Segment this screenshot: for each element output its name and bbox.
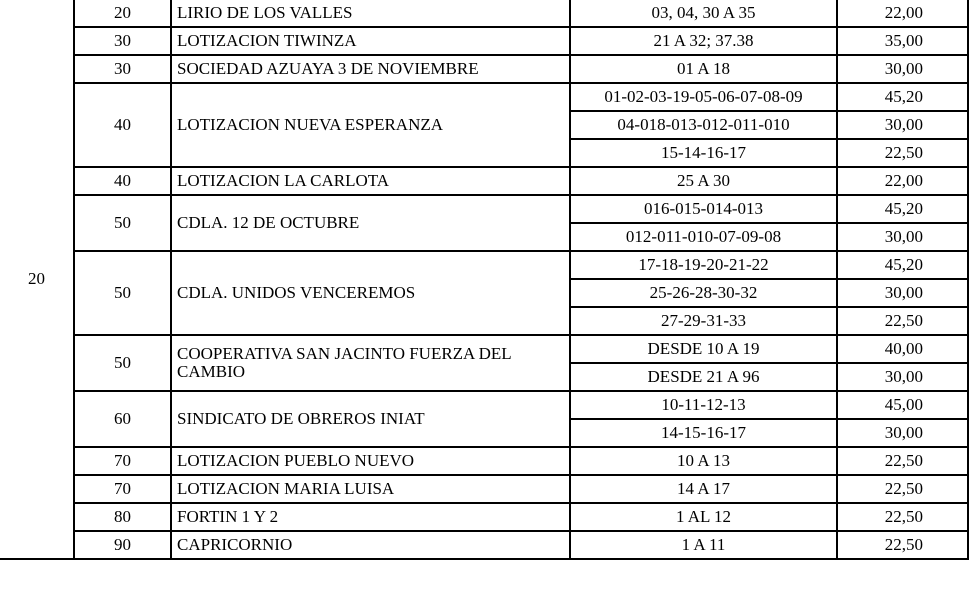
code-cell: 50 [74,195,171,251]
value-cell: 30,00 [837,223,968,251]
name-cell: LOTIZACION LA CARLOTA [171,167,570,195]
zone-cell: 20 [0,0,74,559]
table-row [0,55,968,83]
name-cell: LIRIO DE LOS VALLES [171,0,570,27]
value-cell: 22,50 [837,503,968,531]
table-row [0,391,968,419]
lot-range-cell: 14-15-16-17 [570,419,837,447]
lot-range-cell: 21 A 32; 37.38 [570,27,837,55]
code-cell: 40 [74,167,171,195]
table-row [0,27,968,55]
value-cell: 22,50 [837,447,968,475]
code-cell: 60 [74,391,171,447]
code-cell: 50 [74,251,171,335]
lot-range-cell: 1 A 11 [570,531,837,559]
table-row [0,503,968,531]
name-cell: CAPRICORNIO [171,531,570,559]
value-cell: 45,20 [837,195,968,223]
lot-range-cell: 25 A 30 [570,167,837,195]
value-cell: 40,00 [837,335,968,363]
value-cell: 35,00 [837,27,968,55]
value-cell: 45,20 [837,251,968,279]
code-cell: 50 [74,335,171,391]
code-cell: 20 [74,0,171,27]
lot-range-cell: 04-018-013-012-011-010 [570,111,837,139]
lot-range-cell: 14 A 17 [570,475,837,503]
table-row [0,475,968,503]
code-cell: 90 [74,531,171,559]
lot-range-cell: 25-26-28-30-32 [570,279,837,307]
table-row [0,83,968,111]
name-cell: SOCIEDAD AZUAYA 3 DE NOVIEMBRE [171,55,570,83]
value-cell: 30,00 [837,111,968,139]
code-cell: 70 [74,447,171,475]
table-row [0,447,968,475]
value-cell: 22,50 [837,531,968,559]
name-cell: LOTIZACION PUEBLO NUEVO [171,447,570,475]
value-cell: 22,00 [837,167,968,195]
lot-range-cell: 10-11-12-13 [570,391,837,419]
value-cell: 22,50 [837,475,968,503]
table-row [0,531,968,559]
name-cell: COOPERATIVA SAN JACINTO FUERZA DEL CAMBIO [171,335,570,391]
lot-range-cell: 016-015-014-013 [570,195,837,223]
name-cell: LOTIZACION TIWINZA [171,27,570,55]
code-cell: 30 [74,27,171,55]
table-row [0,335,968,363]
value-cell: 30,00 [837,55,968,83]
lot-range-cell: 012-011-010-07-09-08 [570,223,837,251]
name-cell: FORTIN 1 Y 2 [171,503,570,531]
lot-range-cell: 01 A 18 [570,55,837,83]
table-row [0,167,968,195]
value-cell: 22,50 [837,139,968,167]
value-cell: 30,00 [837,279,968,307]
value-cell: 45,20 [837,83,968,111]
table-row [0,251,968,279]
lot-range-cell: 10 A 13 [570,447,837,475]
table-row [0,195,968,223]
name-cell: CDLA. UNIDOS VENCEREMOS [171,251,570,335]
code-cell: 80 [74,503,171,531]
lot-range-cell: 03, 04, 30 A 35 [570,0,837,27]
lot-range-cell: 1 AL 12 [570,503,837,531]
code-cell: 30 [74,55,171,83]
name-cell: LOTIZACION NUEVA ESPERANZA [171,83,570,167]
name-cell: CDLA. 12 DE OCTUBRE [171,195,570,251]
value-cell: 30,00 [837,419,968,447]
value-cell: 22,00 [837,0,968,27]
code-cell: 70 [74,475,171,503]
lot-range-cell: 01-02-03-19-05-06-07-08-09 [570,83,837,111]
code-cell: 40 [74,83,171,167]
name-cell: LOTIZACION MARIA LUISA [171,475,570,503]
lot-range-cell: 17-18-19-20-21-22 [570,251,837,279]
value-cell: 22,50 [837,307,968,335]
lot-range-cell: 27-29-31-33 [570,307,837,335]
table-row [0,0,968,27]
value-cell: 45,00 [837,391,968,419]
lot-range-cell: 15-14-16-17 [570,139,837,167]
lot-range-cell: DESDE 10 A 19 [570,335,837,363]
lot-range-cell: DESDE 21 A 96 [570,363,837,391]
value-cell: 30,00 [837,363,968,391]
name-cell: SINDICATO DE OBREROS INIAT [171,391,570,447]
